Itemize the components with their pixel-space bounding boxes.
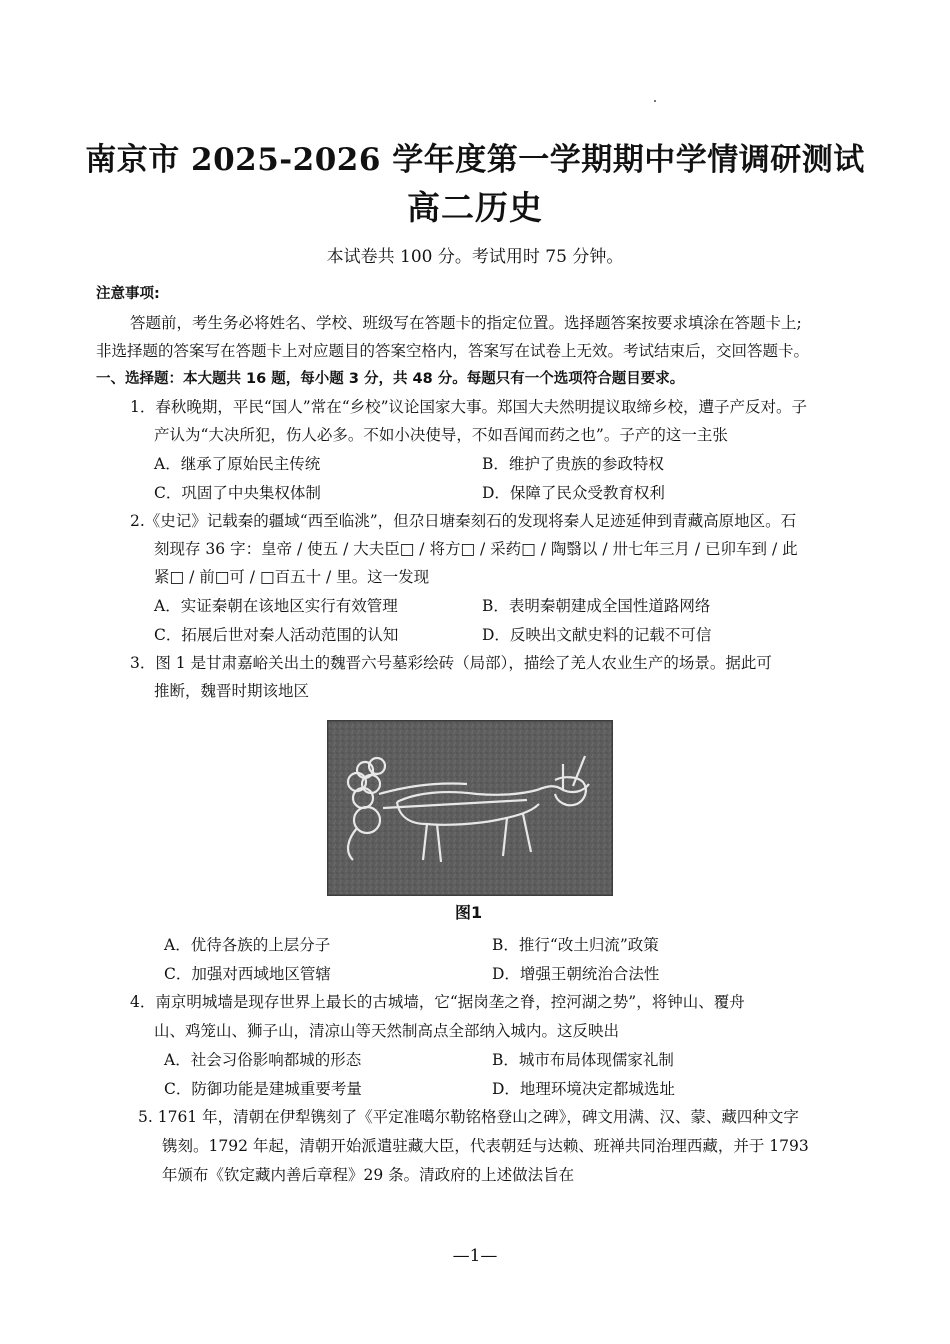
notice-heading: 注意事项: bbox=[96, 286, 160, 302]
option-a: A．实证秦朝在该地区实行有效管理 bbox=[154, 597, 398, 615]
exam-title: 南京市 2025-2026 学年度第一学期期中学情调研测试 bbox=[85, 142, 865, 178]
notice-line-1: 答题前，考生务必将姓名、学校、班级写在答题卡的指定位置。选择题答案按要求填涂在答题卡上; bbox=[130, 314, 802, 332]
page-number: —1— bbox=[452, 1246, 498, 1266]
figure-caption: 图1 bbox=[455, 903, 483, 922]
question-text-line: 刻现存 36 字：皇帝 / 使五 / 大夫臣□ / 将方□ / 采药□ / 陶翳以 / 卅七年三月 / 已卯车到 / 此 bbox=[154, 540, 798, 558]
option-a: A．优待各族的上层分子 bbox=[164, 936, 331, 954]
notice-line-2: 非选择题的答案写在答题卡上对应题目的答案空格内，答案写在试卷上无效。考试结束后，交回答题卡。 bbox=[96, 342, 810, 360]
option-c: C．拓展后世对秦人活动范围的认知 bbox=[154, 626, 399, 644]
question-text-line: 推断，魏晋时期该地区 bbox=[154, 682, 310, 700]
option-b: B．推行“改土归流”政策 bbox=[492, 936, 659, 954]
option-b: B．城市布局体现儒家礼制 bbox=[492, 1051, 674, 1069]
question-text-line: 3．图 1 是甘肃嘉峪关出土的魏晋六号墓彩绘砖（局部），描绘了羌人农业生产的场景。据此可 bbox=[130, 654, 772, 672]
question-text-line: 4．南京明城墙是现存世界上最长的古城墙，它“据岗垄之脊，控河湖之势”，将钟山、覆舟 bbox=[130, 993, 745, 1011]
question-text-line: 1．春秋晚期，平民“国人”常在“乡校”议论国家大事。郑国大夫然明提议取缔乡校，遭子产反对。子 bbox=[130, 398, 808, 416]
tomb-brick-painting-figure bbox=[327, 720, 613, 896]
option-d: D．反映出文献史料的记载不可信 bbox=[482, 626, 712, 644]
question-text-line: 镌刻。1792 年起，清朝开始派遣驻藏大臣，代表朝廷与达赖、班禅共同治理西藏，并于 1793 bbox=[162, 1137, 809, 1155]
question-text-line: 山、鸡笼山、狮子山，清凉山等天然制高点全部纳入城内。这反映出 bbox=[154, 1022, 620, 1040]
question-text-line: 年颁布《钦定藏内善后章程》29 条。清政府的上述做法旨在 bbox=[162, 1166, 575, 1184]
option-c: C．防御功能是建城重要考量 bbox=[164, 1080, 362, 1098]
option-a: A．社会习俗影响都城的形态 bbox=[164, 1051, 362, 1069]
question-text-line: 紧□ / 前□可 / □百五十 / 里。这一发现 bbox=[154, 568, 430, 586]
question-text-line: 5. 1761 年，清朝在伊犁镌刻了《平定准噶尔勒铭格登山之碑》，碑文用满、汉、蒙、藏四种文字 bbox=[138, 1108, 799, 1126]
option-c: C．巩固了中央集权体制 bbox=[154, 484, 321, 502]
option-b: B．表明秦朝建成全国性道路网络 bbox=[482, 597, 711, 615]
exam-info: 本试卷共 100 分。考试用时 75 分钟。 bbox=[326, 247, 624, 267]
option-b: B．维护了贵族的参政特权 bbox=[482, 455, 664, 473]
option-a: A．继承了原始民主传统 bbox=[154, 455, 321, 473]
question-text-line: 2.《史记》记载秦的疆域“西至临洮”，但尕日塘秦刻石的发现将秦人足迹延伸到青藏高原地区。石 bbox=[130, 512, 797, 530]
subject-title: 高二历史 bbox=[407, 188, 543, 227]
option-c: C．加强对西域地区管辖 bbox=[164, 965, 331, 983]
scan-speck bbox=[654, 100, 656, 102]
option-d: D．增强王朝统治合法性 bbox=[492, 965, 660, 983]
question-text-line: 产认为“大决所犯，伤人必多。不如小决使导，不如吾闻而药之也”。子产的这一主张 bbox=[154, 426, 728, 444]
section-heading: 一、选择题：本大题共 16 题，每小题 3 分，共 48 分。每题只有一个选项符合题目要求。 bbox=[96, 371, 685, 387]
option-d: D．保障了民众受教育权利 bbox=[482, 484, 665, 502]
option-d: D．地理环境决定都城选址 bbox=[492, 1080, 675, 1098]
ox-plowing-image bbox=[327, 720, 613, 896]
